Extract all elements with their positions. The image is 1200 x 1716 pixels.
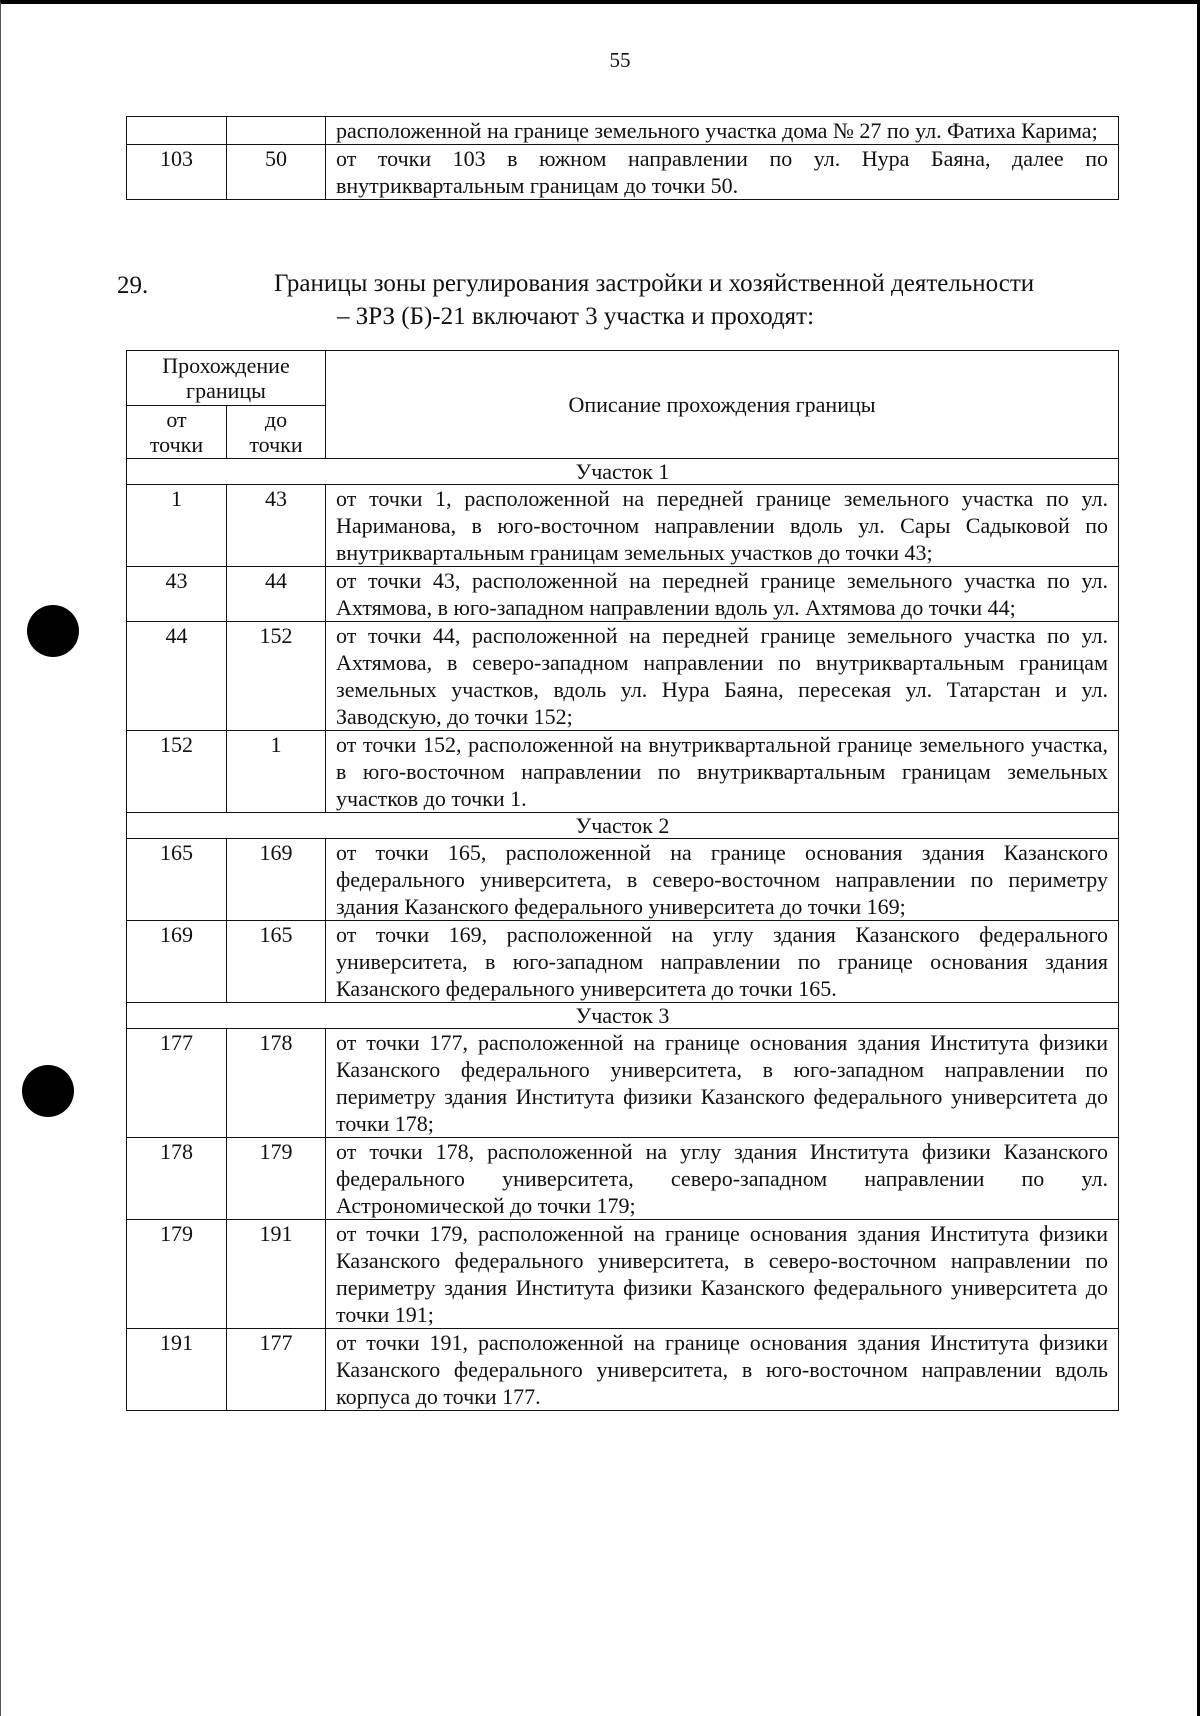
table-row [127,731,1119,813]
page-number: 55 [609,48,631,72]
cell-description: расположенной на границе земельного участка дома № 27 по ул. Фатиха Карима; [326,117,1119,145]
cell-from: 179 [127,1220,227,1329]
cell-description: от точки 103 в южном направлении по ул. Нура Баяна, далее по внутриквартальным границам до точки 50. [326,145,1119,200]
section-row [127,1003,1119,1029]
header-passage: Прохождение границы [127,351,326,406]
cell-description: от точки 165, расположенной на границе основания здания Казанского федерального университета, в северо-восточном направлении по периметру здания Казанского федерального университета до точки 169; [326,839,1119,921]
section-title: Участок 2 [127,813,1119,839]
header-from: от точки [127,406,227,459]
cell-from: 103 [127,145,227,200]
cell-to [227,117,326,145]
header-description: Описание прохождения границы [326,351,1119,459]
cell-from: 178 [127,1138,227,1220]
punch-hole-icon [27,605,79,657]
table-row [127,921,1119,1003]
cell-description: от точки 43, расположенной на передней границе земельного участка по ул. Ахтямова, в юго-западном направлении вдоль ул. Ахтямова до точки 44; [326,567,1119,622]
table-row [127,1138,1119,1220]
cell-to: 43 [227,485,326,567]
continued-table [126,116,1119,200]
cell-to: 165 [227,921,326,1003]
section-heading-line2: – ЗРЗ (Б)-21 включают 3 участка и проходят: [337,303,815,330]
cell-from: 191 [127,1329,227,1411]
cell-from: 165 [127,839,227,921]
cell-description: от точки 178, расположенной на углу здания Института физики Казанского федерального университета, северо-западном направлении по ул. Астрономической до точки 179; [326,1138,1119,1220]
section-number: 29. [117,272,149,299]
table-row [127,1220,1119,1329]
cell-from: 152 [127,731,227,813]
table-row [127,1329,1119,1411]
section-row [127,813,1119,839]
cell-from: 177 [127,1029,227,1138]
cell-description: от точки 169, расположенной на углу здания Казанского федерального университета, в юго-западном направлении по границе основания здания Казанского федерального университета до точки 165. [326,921,1119,1003]
section-row [127,459,1119,485]
cell-to: 178 [227,1029,326,1138]
cell-to: 1 [227,731,326,813]
section-title: Участок 1 [127,459,1119,485]
section-title: Участок 3 [127,1003,1119,1029]
cell-to: 44 [227,567,326,622]
cell-description: от точки 179, расположенной на границе основания здания Института физики Казанского федерального университета, в северо-восточном направлении по периметру здания Института физики Казанского федерального университета до точки 191; [326,1220,1119,1329]
table-row [127,485,1119,567]
table-row [127,622,1119,731]
cell-from: 43 [127,567,227,622]
section-heading-line1: Границы зоны регулирования застройки и хозяйственной деятельности [274,270,1035,297]
cell-description: от точки 1, расположенной на передней границе земельного участка по ул. Нариманова, в юго-восточном направлении вдоль ул. Сары Садыковой по внутриквартальным границам земельных участков до точки 43; [326,485,1119,567]
cell-from: 44 [127,622,227,731]
header-to: до точки [227,406,326,459]
cell-description: от точки 152, расположенной на внутриквартальной границе земельного участка, в юго-восточном направлении по внутриквартальным границам земельных участков до точки 1. [326,731,1119,813]
punch-hole-icon [22,1065,74,1117]
table-row [127,145,1119,200]
cell-from: 1 [127,485,227,567]
cell-description: от точки 44, расположенной на передней границе земельного участка по ул. Ахтямова, в северо-западном направлении по внутриквартальным границам земельных участков, вдоль ул. Нура Баяна, пересекая ул. Татарстан и ул. Заводскую, до точки 152; [326,622,1119,731]
cell-description: от точки 177, расположенной на границе основания здания Института физики Казанского федерального университета, в юго-западном направлении по периметру здания Института физики Казанского федерального университета до точки 178; [326,1029,1119,1138]
table-row [127,567,1119,622]
table-row [127,839,1119,921]
table-row [127,1029,1119,1138]
boundary-table [126,350,1119,1411]
cell-description: от точки 191, расположенной на границе основания здания Института физики Казанского федерального университета, в юго-восточном направлении вдоль корпуса до точки 177. [326,1329,1119,1411]
cell-from: 169 [127,921,227,1003]
table-row [127,117,1119,145]
cell-to: 152 [227,622,326,731]
cell-to: 191 [227,1220,326,1329]
cell-to: 179 [227,1138,326,1220]
cell-to: 177 [227,1329,326,1411]
cell-from [127,117,227,145]
cell-to: 169 [227,839,326,921]
cell-to: 50 [227,145,326,200]
